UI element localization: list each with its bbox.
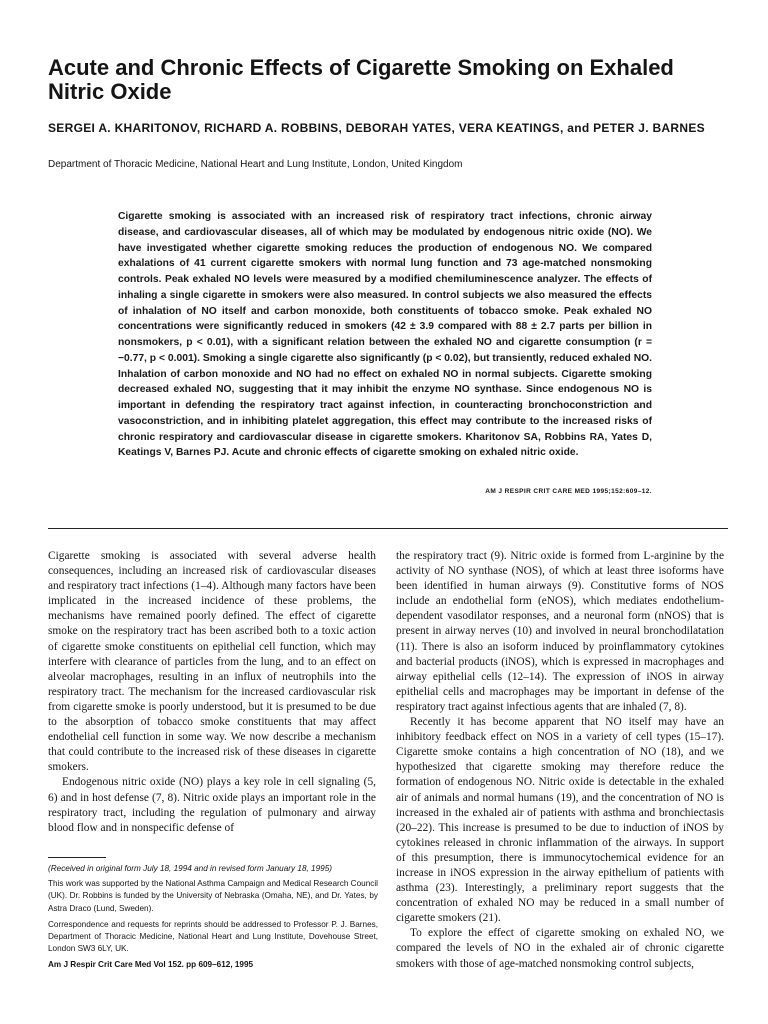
citation-journal: AM J RESPIR CRIT CARE MED 1995;152:609–12. <box>485 488 652 495</box>
affiliation: Department of Thoracic Medicine, National Heart and Lung Institute, London, United Kingdom <box>48 159 463 170</box>
citation-authors: Kharitonov SA, Robbins RA, Yates D, Keatings V, Barnes PJ. <box>118 431 652 459</box>
journal-footer: Am J Respir Crit Care Med Vol 152. pp 609–612, 1995 <box>48 960 254 970</box>
body-column-left <box>48 549 376 836</box>
footnote-divider <box>48 857 106 858</box>
body-column-right <box>396 549 724 972</box>
funding-note: This work was supported by the National Asthma Campaign and Medical Research Council (UK). Dr. Robbins is funded by the University of Nebraska (Omaha, NE), and Dr. Yates, by Astra Draco (Lund, Sweden). <box>48 879 378 913</box>
abstract <box>118 209 652 461</box>
author-list: SERGEI A. KHARITONOV, RICHARD A. ROBBINS, DEBORAH YATES, VERA KEATINGS, and PETER J. BARNES <box>48 121 705 135</box>
body-paragraph: Endogenous nitric oxide (NO) plays a key role in cell signaling (5, 6) and in host defense (7, 8). Nitric oxide plays an important role in the respiratory tract, including the regulation of pulmonary and airway blood flow and in nonspecific defense of <box>48 776 376 834</box>
footnotes <box>48 863 378 976</box>
body-paragraph: To explore the effect of cigarette smoking on exhaled NO, we compared the levels of NO in the exhaled air of chronic cigarette smokers with those of age-matched nonsmoking control subjects, <box>396 927 724 970</box>
correspondence-note: Correspondence and requests for reprints should be addressed to Professor P. J. Barnes, Department of Thoracic Medicine, National Heart and Lung Institute, Dovehouse Street, London SW3 6LY, UK. <box>48 919 378 954</box>
body-paragraph: Recently it has become apparent that NO itself may have an inhibitory feedback effect on NOS in a variety of cell types (15–17). Cigarette smoke contains a high concentration of NO (18), and we hypothesized that cigarette smoking may therefore reduce the formation of endogenous NO. Nitric oxide is detectable in the exhaled air of animals and normal humans (19), and the concentration of NO is increased in the exhaled air of patients with asthma and bronchiectasis (20–22). This increase is presumed to be due to induction of iNOS by cytokines released in chronic inflammation of the airways. In support of this presumption, there is immunocytochemical evidence for an increase in iNOS expression in the airway epithelium of patients with asthma (23). Interestingly, a preliminary report suggests that the concentration of exhaled NO may be reduced in a small number of cigarette smokers (21). <box>396 716 724 925</box>
abstract-text: Cigarette smoking is associated with an increased risk of respiratory tract infections, chronic airway disease, and cardiovascular diseases, all of which may be modulated by endogenous nitric oxide (NO). We have investigated whether cigarette smoking reduces the production of endogenous NO. We compared exhalations of 41 current cigarette smokers with normal lung function and 73 age-matched nonsmoking controls. Peak exhaled NO levels were measured by a modified chemiluminescence analyzer. The effects of inhaling a single cigarette in smokers were also measured. In control subjects we also measured the effects of inhalation of NO itself and carbon monoxide, both constituents of tobacco smoke. Peak exhaled NO concentrations were significantly reduced in smokers (42 ± 3.9 compared with 88 ± 2.7 parts per billion in nonsmokers, p < 0.01), with a significant relation between the exhaled NO and cigarette consumption (r = −0.77, p < 0.001). Smoking a single cigarette also significantly (p < 0.02), but transiently, reduced exhaled NO. Inhalation of carbon monoxide and NO had no effect on exhaled NO in normal subjects. Cigarette smoking decreased exhaled NO, suggesting that it may inhibit the enzyme NO synthase. Since endogenous NO is important in defending the respiratory tract against infection, in counteracting bronchoconstriction and vasoconstriction, and in inhibiting platelet aggregation, this effect may contribute to the increased risks of chronic respiratory and cardiovascular disease in cigarette smokers. <box>118 211 652 443</box>
article-title: Acute and Chronic Effects of Cigarette Smoking on Exhaled Nitric Oxide <box>48 55 674 104</box>
header-divider <box>48 528 728 529</box>
body-paragraph: Cigarette smoking is associated with several adverse health consequences, including an increased risk of cardiovascular diseases and respiratory tract infections (1–4). Although many factors have been implicated in the increased incidence of these problems, the mechanisms have remained poorly defined. The effect of cigarette smoke on the respiratory tract has been ascribed both to a toxic action of cigarette smoke constituents on epithelial cell function, which may interfere with clearance of particles from the lung, and to an effect on alveolar macrophages, resulting in an influx of neutrophils into the respiratory tract. The mechanism for the increased cardiovascular risk from cigarette smoke is poorly understood, but it is presumed to be due to the absorption of tobacco smoke constituents that may affect endothelial cell function in some way. We now describe a mechanism that could contribute to the increased risk of these diseases in cigarette smokers. <box>48 550 376 774</box>
received-dates: (Received in original form July 18, 1994 and in revised form January 18, 1995) <box>48 864 332 873</box>
citation-title: Acute and chronic effects of cigarette smoking on exhaled nitric oxide. <box>231 447 579 459</box>
body-paragraph: the respiratory tract (9). Nitric oxide is formed from L-arginine by the activity of NO synthase (NOS), of which at least three isoforms have been identified in human airways (9). Constitutive forms of NOS include an endothelial form (eNOS), which mediates endothelium-dependent vasodilator responses, and a neuronal form (nNOS) that is present in airway nerves (10) and involved in neural bronchodilatation (11). There is also an isoform induced by proinflammatory cytokines and bacterial products (iNOS), which is expressed in macrophages and airway epithelial cells (12–14). The expression of iNOS in airway epithelial cells and macrophages may be important in defense of the respiratory tract against infectious agents that are inhaled (7, 8). <box>396 550 724 713</box>
